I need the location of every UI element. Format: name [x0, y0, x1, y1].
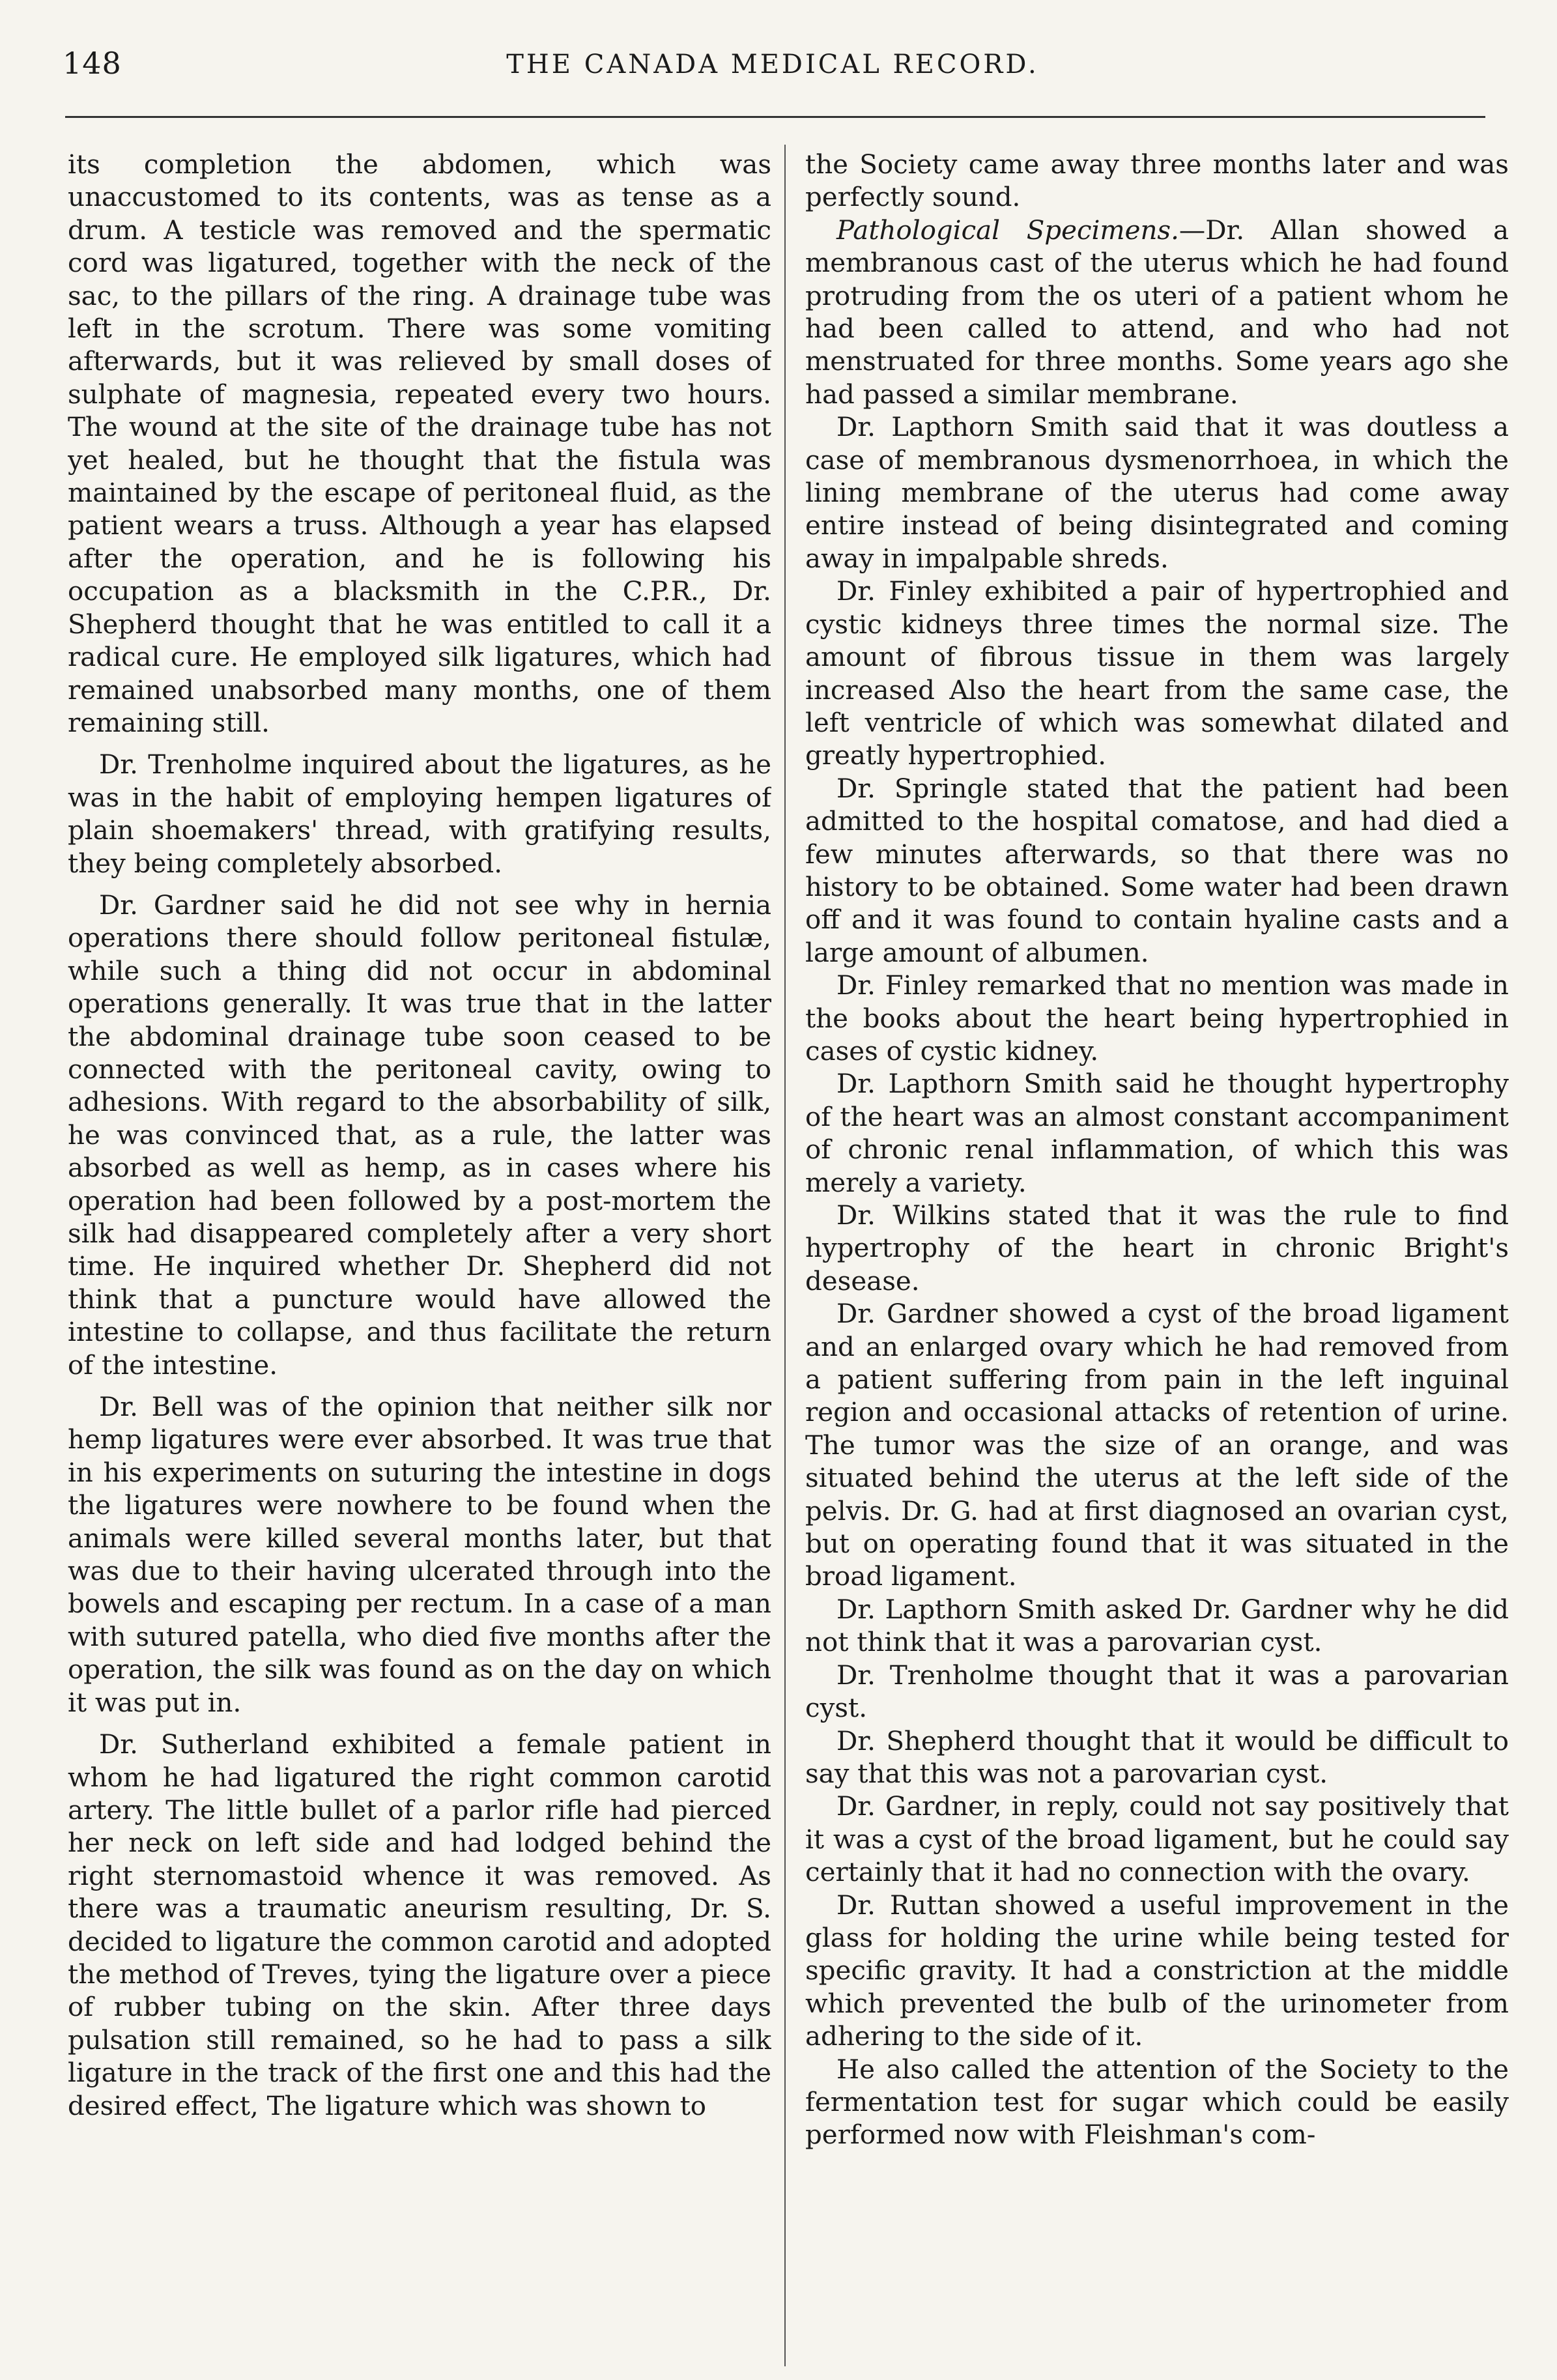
left-column [68, 149, 771, 2351]
paragraph: Dr. Bell was of the opinion that neither silk nor hemp ligatures were ever absorbed. It was true that in his experiments on suturing the intestine in dogs the ligatures were nowhere to be found when the animals were killed several months later, but that was due to their having ulcerated through into the bowels and escaping per rectum. In a case of a man with sutured patella, who died five months after the operation, the silk was found as on the day on which it was put in. [68, 1392, 771, 1718]
paragraph: Dr. Gardner, in reply, could not say positively that it was a cyst of the broad ligament, but he could say certainly that it had no connection with the ovary. [805, 1791, 1509, 1888]
paragraph: Dr. Gardner showed a cyst of the broad ligament and an enlarged ovary which he had removed from a patient suffering from pain in the left inguinal region and occasional attacks of retention of urine. The tumor was the size of an orange, and was situated behind the uterus at the left side of the pelvis. Dr. G. had at first diagnosed an ovarian cyst, but on operating found that it was situated in the broad ligament. [805, 1298, 1509, 1592]
header-rule [65, 116, 1485, 118]
paragraph: Dr. Finley remarked that no mention was made in the books about the heart being hypertrophied in cases of cystic kidney. [805, 970, 1509, 1067]
paragraph: Dr. Trenholme thought that it was a parovarian cyst. [805, 1659, 1509, 1724]
paragraph: the Society came away three months later and was perfectly sound. [805, 149, 1509, 213]
paragraph: Dr. Springle stated that the patient had been admitted to the hospital comatose, and had died a few minutes afterwards, so that there was no history to be obtained. Some water had been drawn off and it was found to contain hyaline casts and a large amount of albumen. [805, 773, 1509, 968]
paragraph [805, 214, 1509, 411]
journal-title: THE CANADA MEDICAL RECORD. [506, 50, 1039, 79]
page-number: 148 [63, 46, 122, 81]
paragraph: its completion the abdomen, which was unaccustomed to its contents, was as tense as a drum. A testicle was removed and the spermatic cord was ligatured, together with the neck of the sac, to the pillars of the ring. A drainage tube was left in the scrotum. There was some vomiting afterwards, but it was relieved by small doses of sulphate of magnesia, repeated every two hours. The wound at the site of the drainage tube has not yet healed, but he thought that the fistula was maintained by the escape of peritoneal fluid, as the patient wears a truss. Although a year has elapsed after the operation, and he is following his occupation as a blacksmith in the C.P.R., Dr. Shepherd thought that he was entitled to call it a radical cure. He employed silk ligatures, which had remained unabsorbed many months, one of them remaining still. [68, 149, 771, 738]
paragraph: Dr. Shepherd thought that it would be difficult to say that this was not a parovarian cyst. [805, 1725, 1509, 1789]
paragraph: Dr. Lapthorn Smith asked Dr. Gardner why he did not think that it was a parovarian cyst. [805, 1594, 1509, 1658]
paragraph: Dr. Lapthorn Smith said that it was doutless a case of membranous dysmenorrhoea, in which the lining membrane of the uterus had come away entire instead of being disintegrated and coming away in impalpable shreds. [805, 412, 1509, 574]
paragraph: He also called the attention of the Society to the fermentation test for sugar which could be easily performed now with Fleishman's com- [805, 2054, 1509, 2151]
paragraph: Dr. Gardner said he did not see why in hernia operations there should follow peritoneal fistulæ, while such a thing did not occur in abdominal operations generally. It was true that in the latter the abdominal drainage tube soon ceased to be connected with the peritoneal cavity, owing to adhesions. With regard to the absorbability of silk, he was convinced that, as a rule, the latter was absorbed as well as hemp, as in cases where his operation had been followed by a post-mortem the silk had disappeared completely after a very short time. He inquired whether Dr. Shepherd did not think that a puncture would have allowed the intestine to collapse, and thus facilitate the return of the intestine. [68, 889, 771, 1381]
section-heading: Pathological Specimens. [836, 214, 1179, 246]
paragraph-text: —Dr. Allan showed a membranous cast of the uterus which he had found protruding from the os uteri of a patient whom he had been called to attend, and who had not menstruated for three months. Some years ago she had passed a similar membrane. [805, 214, 1509, 410]
page-header [63, 46, 1483, 98]
right-column [805, 149, 1509, 2351]
paragraph: Dr. Finley exhibited a pair of hypertrophied and cystic kidneys three times the normal size. The amount of fibrous tissue in them was largely increased Also the heart from the same case, the left ventricle of which was somewhat dilated and greatly hypertrophied. [805, 576, 1509, 771]
paragraph: Dr. Trenholme inquired about the ligatures, as he was in the habit of employing hempen ligatures of plain shoemakers' thread, with gratifying results, they being completely absorbed. [68, 749, 771, 879]
paragraph: Dr. Wilkins stated that it was the rule to find hypertrophy of the heart in chronic Bright's desease. [805, 1200, 1509, 1297]
paragraph: Dr. Sutherland exhibited a female patient in whom he had ligatured the right common carotid artery. The little bullet of a parlor rifle had pierced her neck on left side and had lodged behind the right sternomastoid whence it was removed. As there was a traumatic aneurism resulting, Dr. S. decided to ligature the common carotid and adopted the method of Treves, tying the ligature over a piece of rubber tubing on the skin. After three days pulsation still remained, so he had to pass a silk ligature in the track of the first one and this had the desired effect, The ligature which was shown to [68, 1729, 771, 2121]
paragraph: Dr. Lapthorn Smith said he thought hypertrophy of the heart was an almost constant accompaniment of chronic renal inflammation, of which this was merely a variety. [805, 1068, 1509, 1198]
paragraph: Dr. Ruttan showed a useful improvement in the glass for holding the urine while being tested for specific gravity. It had a constriction at the middle which prevented the bulb of the urinometer from adhering to the side of it. [805, 1889, 1509, 2052]
column-divider [784, 145, 786, 2366]
